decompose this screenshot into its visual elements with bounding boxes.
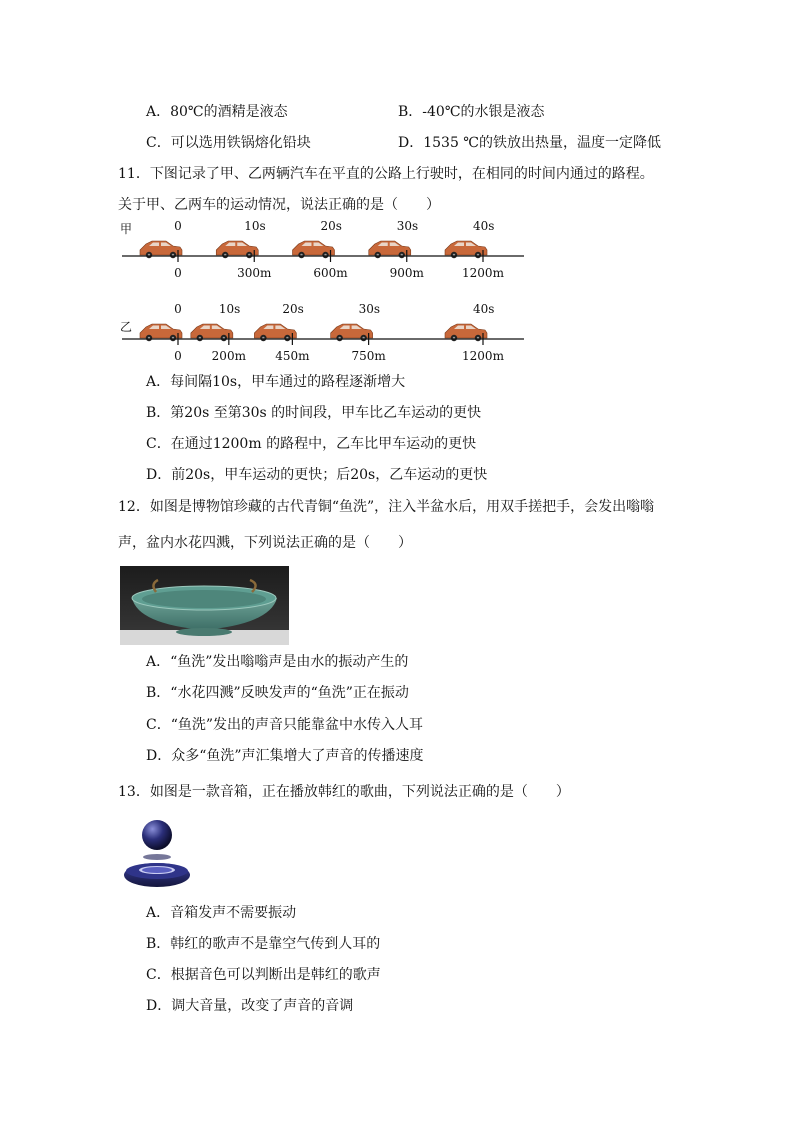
q10-option-a: A．80℃的酒精是液态 bbox=[146, 104, 288, 120]
car-a-distance-label: 0 bbox=[174, 266, 182, 280]
q10-option-c: C．可以选用铁锅熔化铅块 bbox=[146, 135, 311, 151]
q12-stem-line2: 声，盆内水花四溅，下列说法正确的是（ ） bbox=[118, 535, 412, 551]
car-a-time-label: 0 bbox=[174, 219, 182, 233]
q13-stem: 13．如图是一款音箱，正在播放韩红的歌曲，下列说法正确的是（ ） bbox=[118, 784, 570, 800]
q13-option-d: D．调大音量，改变了声音的音调 bbox=[146, 998, 354, 1014]
q11-option-d: D．前20s，甲车运动的更快；后20s，乙车运动的更快 bbox=[146, 467, 488, 483]
car-b-distance-label: 450m bbox=[275, 349, 310, 363]
speaker-photo bbox=[122, 817, 192, 895]
car-b-distance-label: 200m bbox=[211, 349, 246, 363]
car-a-time-label: 20s bbox=[320, 219, 342, 233]
q13-option-b: B．韩红的歌声不是靠空气传到人耳的 bbox=[146, 936, 381, 952]
q12-option-d: D．众多“鱼洗”声汇集增大了声音的传播速度 bbox=[146, 748, 424, 764]
car-a-distance-label: 1200m bbox=[462, 266, 504, 280]
car-motion-diagram bbox=[118, 218, 530, 368]
q11-stem-line2: 关于甲、乙两车的运动情况，说法正确的是（ ） bbox=[118, 197, 440, 213]
car-a-distance-label: 600m bbox=[313, 266, 348, 280]
car-a-label: 甲 bbox=[120, 222, 133, 236]
q11-option-b: B．第20s 至第30s 的时间段，甲车比乙车运动的更快 bbox=[146, 405, 482, 421]
car-a-distance-label: 300m bbox=[237, 266, 272, 280]
q13-option-c: C．根据音色可以判断出是韩红的歌声 bbox=[146, 967, 381, 983]
q10-option-b: B．-40℃的水银是液态 bbox=[398, 104, 545, 120]
car-b-time-label: 20s bbox=[282, 302, 304, 316]
bronze-fish-basin-photo bbox=[120, 566, 289, 645]
car-b-distance-label: 750m bbox=[351, 349, 386, 363]
q10-option-d: D．1535 ℃的铁放出热量，温度一定降低 bbox=[398, 135, 661, 151]
car-a-time-label: 40s bbox=[473, 219, 495, 233]
q11-option-c: C．在通过1200m 的路程中，乙车比甲车运动的更快 bbox=[146, 436, 477, 452]
q12-stem-line1: 12．如图是博物馆珍藏的古代青铜“鱼洗”，注入半盆水后，用双手搓把手，会发出嗡嗡 bbox=[118, 499, 655, 515]
car-b-distance-label: 0 bbox=[174, 349, 182, 363]
car-b-time-label: 30s bbox=[358, 302, 381, 316]
q13-option-a: A．音箱发声不需要振动 bbox=[146, 905, 297, 921]
car-b-label: 乙 bbox=[120, 320, 133, 334]
car-b-distance-label: 1200m bbox=[462, 349, 504, 363]
q12-option-a: A．“鱼洗”发出嗡嗡声是由水的振动产生的 bbox=[146, 654, 409, 670]
car-a-time-label: 30s bbox=[396, 219, 419, 233]
car-b-time-label: 40s bbox=[473, 302, 495, 316]
q12-option-c: C．“鱼洗”发出的声音只能靠盆中水传入人耳 bbox=[146, 717, 424, 733]
q11-stem-line1: 11．下图记录了甲、乙两辆汽车在平直的公路上行驶时，在相同的时间内通过的路程。 bbox=[118, 166, 654, 182]
car-b-time-label: 0 bbox=[174, 302, 182, 316]
car-b-time-label: 10s bbox=[218, 302, 241, 316]
q12-option-b: B．“水花四溅”反映发声的“鱼洗”正在振动 bbox=[146, 685, 409, 701]
car-a-distance-label: 900m bbox=[389, 266, 424, 280]
q11-option-a: A．每间隔10s，甲车通过的路程逐渐增大 bbox=[146, 374, 406, 390]
car-a-time-label: 10s bbox=[244, 219, 266, 233]
